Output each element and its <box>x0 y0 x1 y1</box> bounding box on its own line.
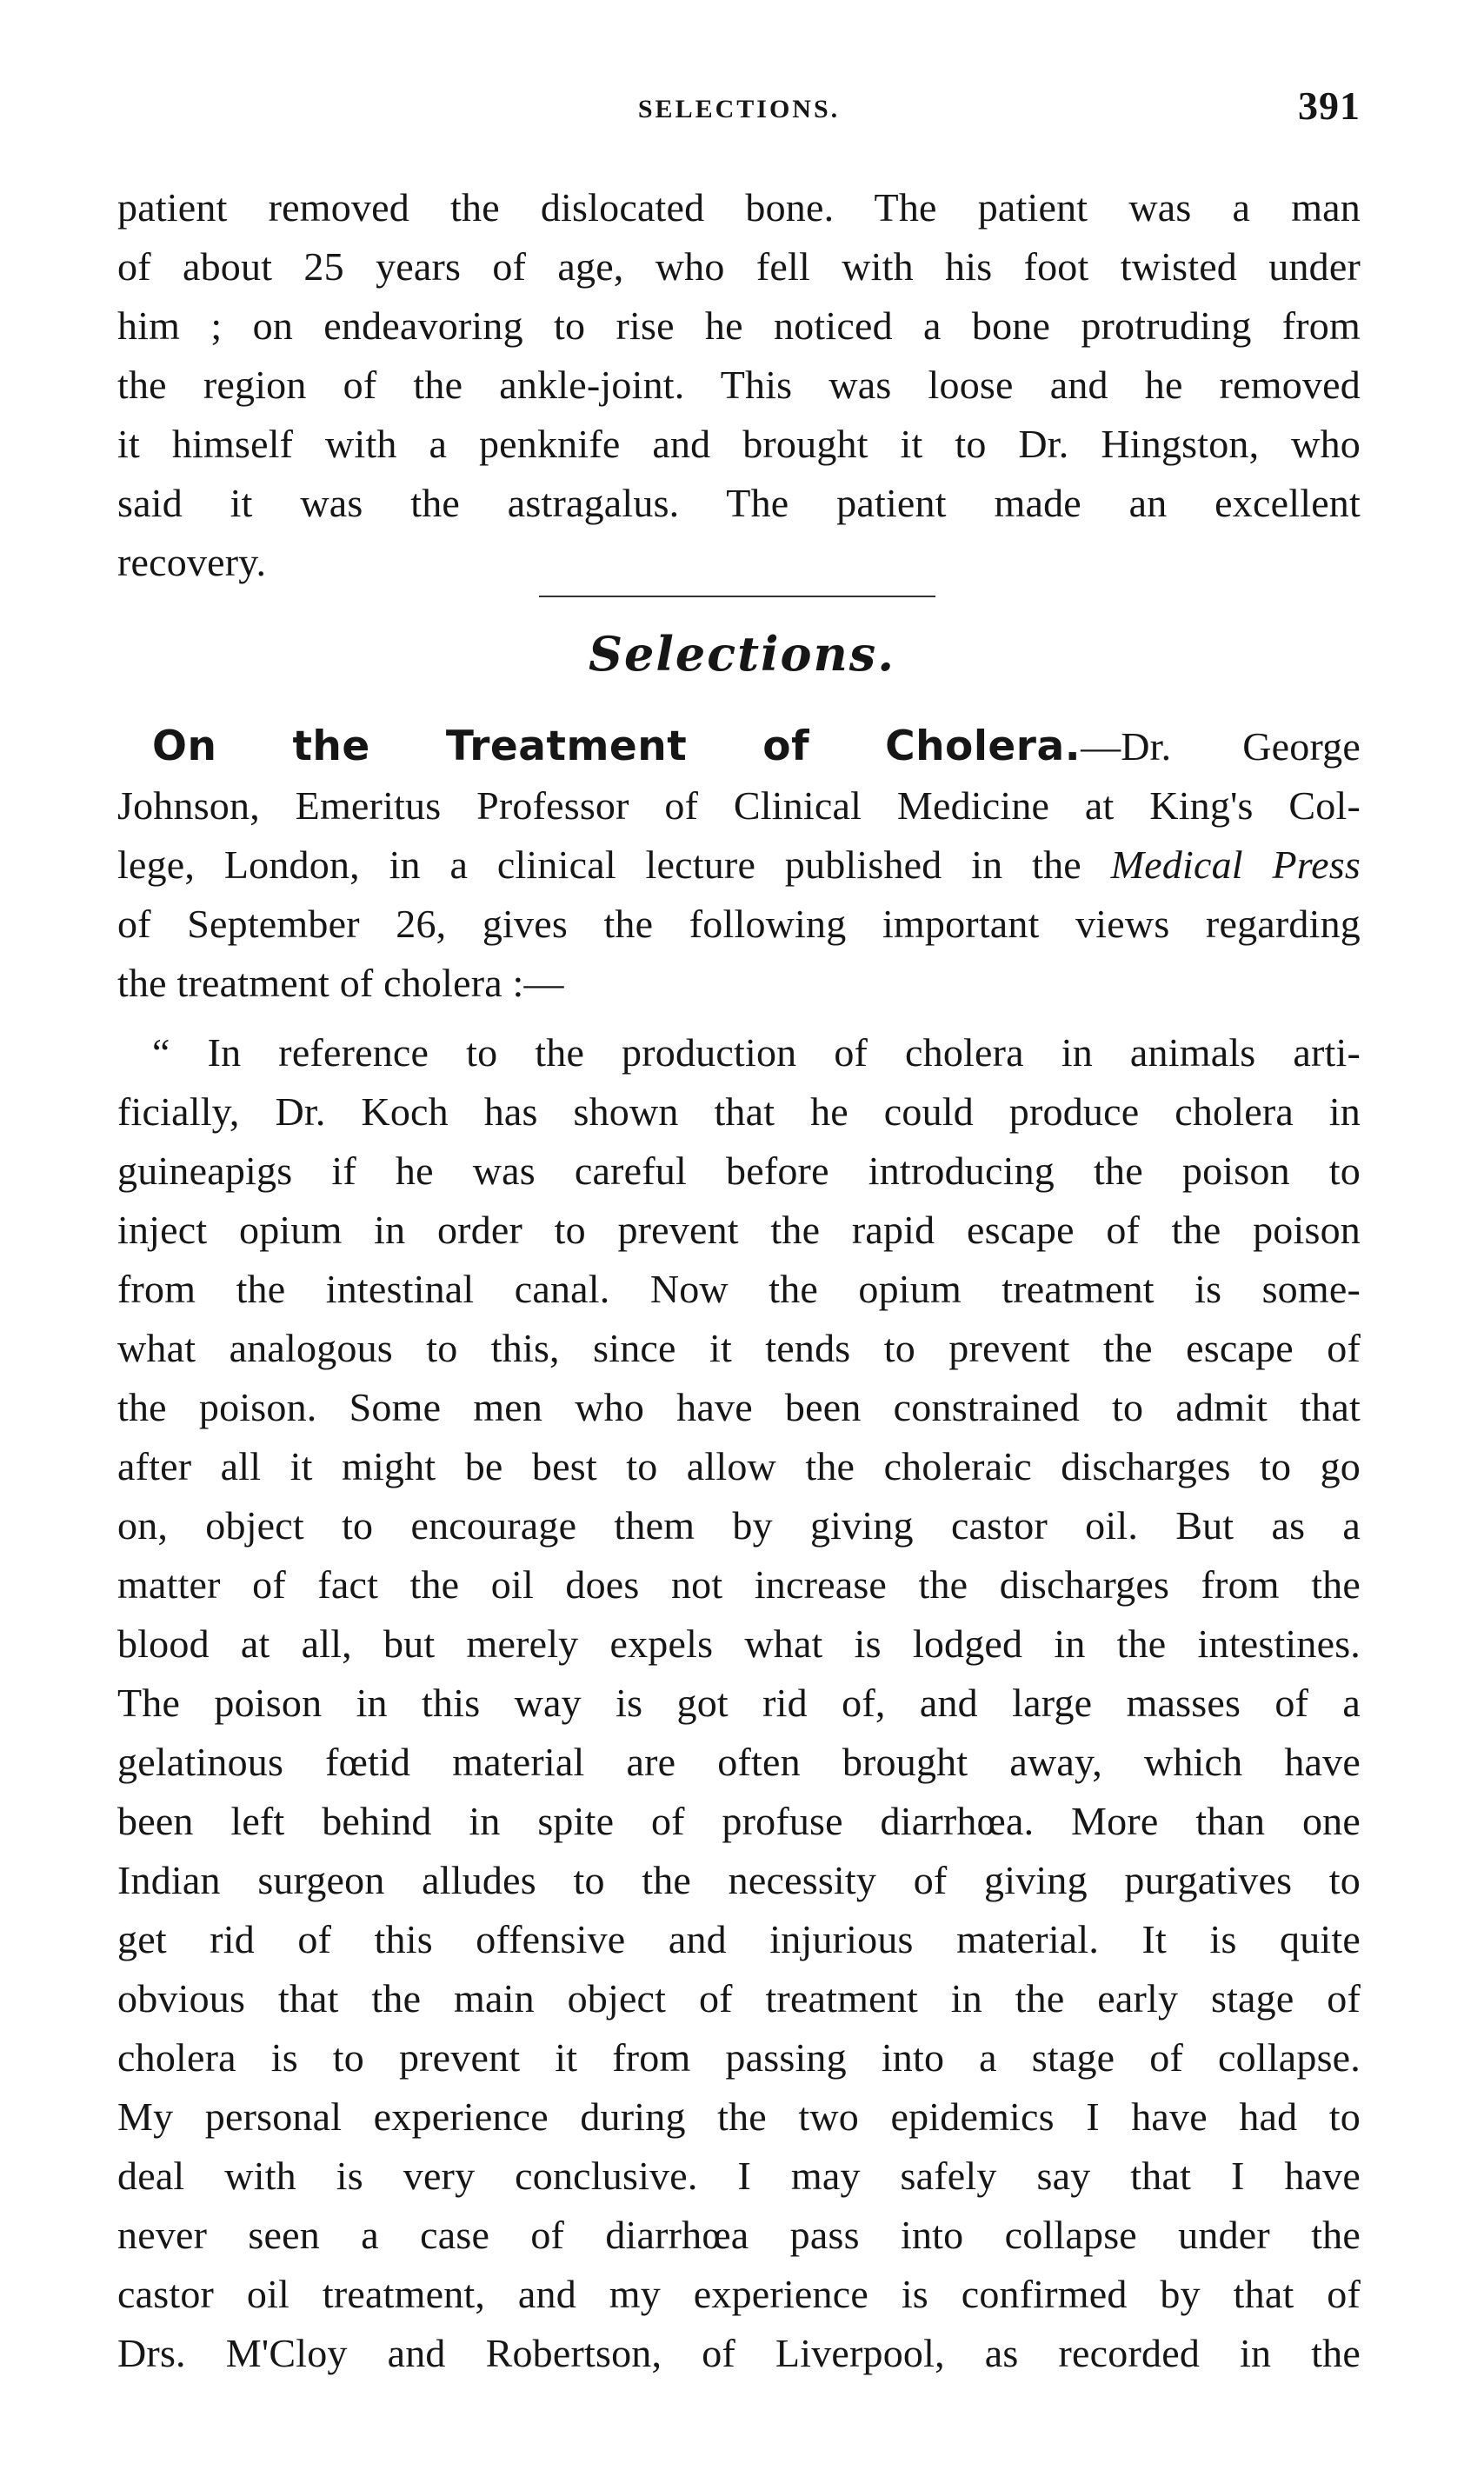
quote-line: obvious that the main object of treatment in the early stage of <box>117 1976 1361 2021</box>
article-intro <box>117 717 1361 1013</box>
quote-line: castor oil treatment, and my experience is confirmed by that of <box>117 2272 1361 2316</box>
text-line: the region of the ankle-joint. This was loose and he removed <box>117 363 1361 407</box>
quote-line: inject opium in order to prevent the rapid escape of the poison <box>117 1208 1361 1252</box>
section-heading: Selections. <box>588 626 896 682</box>
quote-line: blood at all, but merely expels what is lodged in the intestines. <box>117 1621 1361 1666</box>
quote-line: matter of fact the oil does not increase the discharges from the <box>117 1562 1361 1607</box>
journal-name: Medical Press <box>1110 842 1361 887</box>
text-run: lege, London, in a clinical lecture published in the <box>117 842 1111 887</box>
quote-line: get rid of this offensive and injurious material. It is quite <box>117 1917 1361 1961</box>
text-line: said it was the astragalus. The patient made an excellent <box>117 481 1361 525</box>
text-line: patient removed the dislocated bone. The patient was a man <box>117 185 1361 230</box>
article-title: On the Treatment of Cholera. <box>152 722 1081 770</box>
text-line: the treatment of cholera :— <box>117 961 564 1005</box>
text-line: it himself with a penknife and brought it to Dr. Hingston, who <box>117 422 1361 466</box>
text-line: of about 25 years of age, who fell with his foot twisted under <box>117 244 1361 289</box>
quote-line: deal with is very conclusive. I may safely say that I have <box>117 2154 1361 2198</box>
article-title-line <box>117 717 1361 776</box>
running-title: SELECTIONS. <box>637 95 841 123</box>
quote-line: guineapigs if he was careful before introducing the poison to <box>117 1148 1361 1193</box>
quote-line: after all it might be best to allow the choleraic discharges to go <box>117 1444 1361 1488</box>
previous-article-text <box>117 178 1361 592</box>
quote-line: from the intestinal canal. Now the opium treatment is some- <box>117 1267 1361 1311</box>
text-line: recovery. <box>117 540 267 584</box>
quote-line: “ In reference to the production of cholera in animals arti- <box>152 1030 1361 1075</box>
quote-line: the poison. Some men who have been constrained to admit that <box>117 1385 1361 1429</box>
quote-line: never seen a case of diarrhœa pass into collapse under the <box>117 2213 1361 2257</box>
running-head <box>117 83 1361 143</box>
quote-line: ficially, Dr. Koch has shown that he could produce cholera in <box>117 1089 1361 1134</box>
quote-line: The poison in this way is got rid of, and large masses of a <box>117 1681 1361 1725</box>
quote-line: gelatinous fœtid material are often brought away, which have <box>117 1740 1361 1784</box>
text-run: Dr. George <box>1121 724 1361 769</box>
quote-line: My personal experience during the two epidemics I have had to <box>117 2094 1361 2139</box>
quoted-passage <box>117 1023 1361 2383</box>
text-line: Johnson, Emeritus Professor of Clinical Medicine at King's Col- <box>117 783 1361 828</box>
quote-line: Drs. M'Cloy and Robertson, of Liverpool, as recorded in the <box>117 2331 1361 2375</box>
text-line: him ; on endeavoring to rise he noticed a bone protruding from <box>117 303 1361 348</box>
quote-line: what analogous to this, since it tends to prevent the escape of <box>117 1326 1361 1370</box>
section-divider <box>539 596 935 597</box>
quote-line: Indian surgeon alludes to the necessity of giving purgatives to <box>117 1858 1361 1902</box>
quote-line: cholera is to prevent it from passing into a stage of collapse. <box>117 2035 1361 2080</box>
page-number: 391 <box>1298 83 1361 128</box>
text-line-with-journal <box>117 836 1361 895</box>
quote-line: been left behind in spite of profuse diarrhœa. More than one <box>117 1799 1361 1843</box>
text-line: of September 26, gives the following important views regarding <box>117 902 1361 946</box>
quote-line: on, object to encourage them by giving castor oil. But as a <box>117 1503 1361 1548</box>
title-dash: — <box>1081 724 1121 769</box>
